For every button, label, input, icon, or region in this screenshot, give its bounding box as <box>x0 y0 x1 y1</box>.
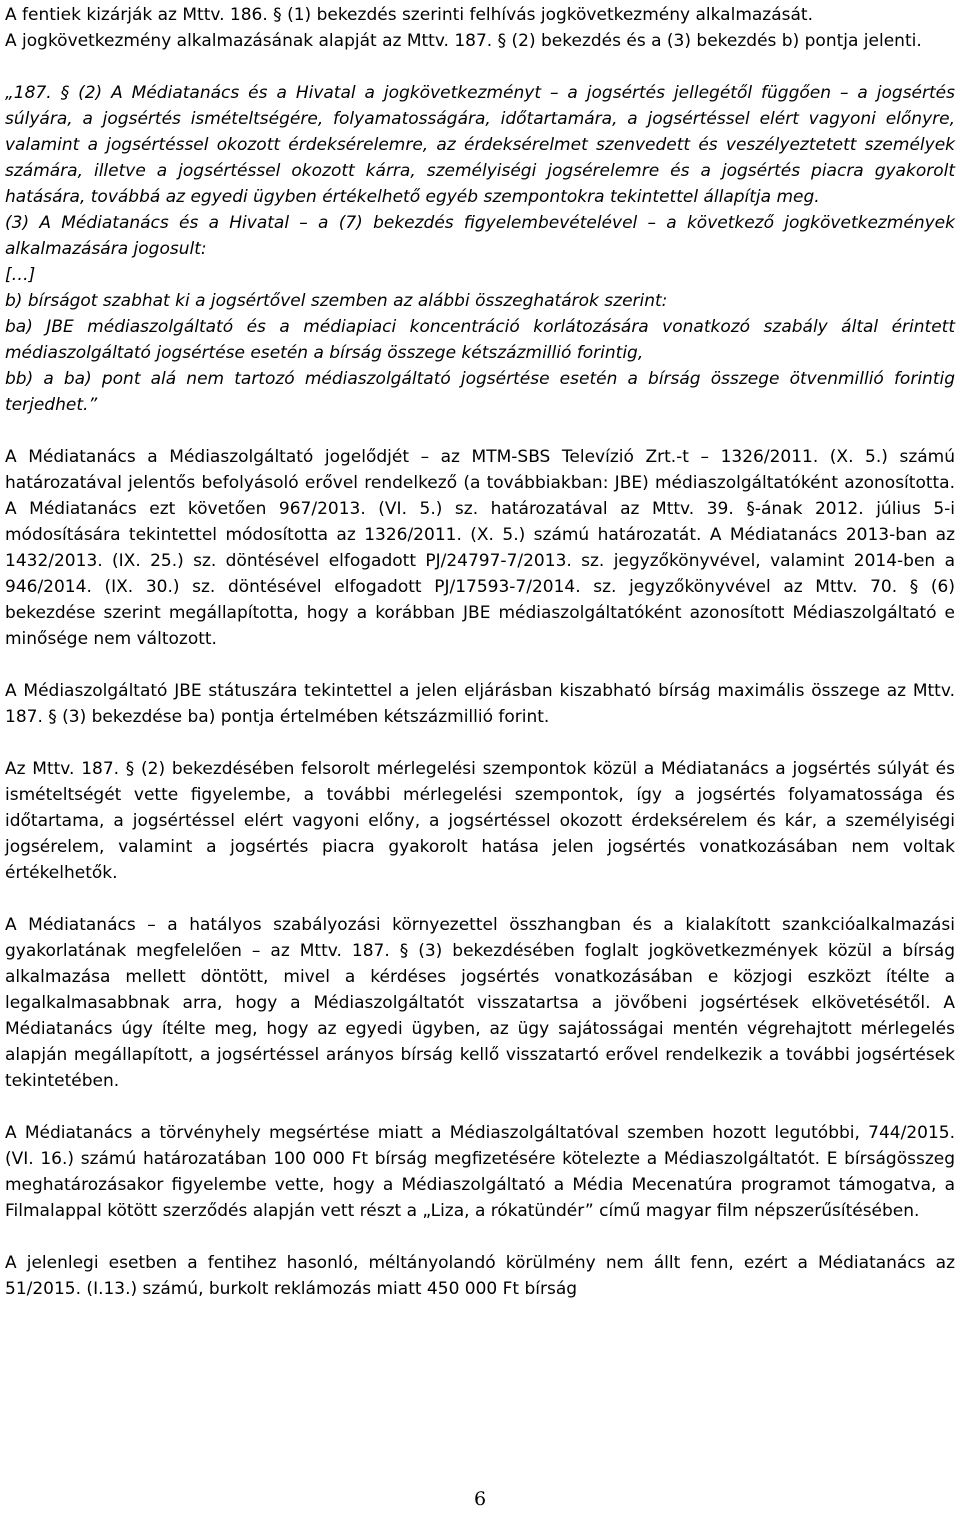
legal-quote <box>5 80 955 418</box>
quote-paragraph-3: (3) A Médiatanács és a Hivatal – a (7) bekezdés figyelembevételével – a következő jogkövetkezmények alkalmazására jogosult: <box>5 213 955 259</box>
quote-point-bb: bb) a ba) pont alá nem tartozó médiaszolgáltató jogsértése esetén a bírság összege ötvenmillió forintig terjedhet.” <box>5 369 955 415</box>
intro-paragraph-1: A fentiek kizárják az Mttv. 186. § (1) bekezdés szerinti felhívás jogkövetkezmény alkalmazását. <box>5 5 813 25</box>
quote-ellipsis: […] <box>5 265 36 285</box>
quote-point-b: b) bírságot szabhat ki a jogsértővel szemben az alábbi összeghatárok szerint: <box>5 291 668 311</box>
body-paragraph-current-case: A jelenlegi esetben a fentihez hasonló, méltányolandó körülmény nem állt fenn, ezért a Médiatanács az 51/2015. (I.13.) számú, burkolt reklámozás miatt 450 000 Ft bírság <box>5 1253 955 1299</box>
body-paragraph-previous-decision: A Médiatanács a törvényhely megsértése miatt a Médiaszolgáltatóval szemben hozott legutóbbi, 744/2015. (VI. 16.) számú határozatában 100 000 Ft bírság megfizetésére kötelezte a Médiaszolgáltatót. E bírságösszeg meghatározásakor figyelembe vette, hogy a Médiaszolgáltató a Média Mecenatúra programot támogatva, a Filmalappal kötött szerződés alapján vett részt a „Liza, a rókatündér” című magyar film népszerűsítésében. <box>5 1123 955 1221</box>
quote-point-ba: ba) JBE médiaszolgáltató és a médiapiaci koncentráció korlátozására vonatkozó szabály által érintett médiaszolgáltató jogsértése esetén a bírság összege kétszázmillió forintig, <box>5 317 955 363</box>
body-paragraph-criteria: Az Mttv. 187. § (2) bekezdésében felsorolt mérlegelési szempontok közül a Médiatanács a jogsértés súlyát és ismételtségét vette figyelembe, a további mérlegelési szempontok, így a jogsértés folyamatossága és időtartama, a jogsértéssel elért vagyoni előny, a jogsértéssel okozott érdeksérelem és kár, a személyiségi jogsérelem, valamint a jogsértés piacra gyakorolt hatása jelen jogsértés vonatkozásában nem voltak értékelhetők. <box>5 759 955 883</box>
quote-paragraph-2: „187. § (2) A Médiatanács és a Hivatal a jogkövetkezményt – a jogsértés jellegétől függően – a jogsértés súlyára, a jogsértés ismételtségére, folyamatosságára, időtartamára, a jogsértéssel elért vagyoni előnyre, valamint a jogsértéssel okozott érdeksérelemre, az érdeksérelmet szenvedett és veszélyeztetett személyek számára, illetve a jogsértéssel okozott kárra, személyiségi jogsérelemre és a jogsértés piacra gyakorolt hatására, továbbá az egyedi ügyben értékelhető egyéb szempontokra tekintettel állapítja meg. <box>5 83 955 207</box>
body-paragraph-jbe: A Médiatanács a Médiaszolgáltató jogelődjét – az MTM-SBS Televízió Zrt.-t – 1326/2011. (X. 5.) számú határozatával jelentős befolyásoló erővel rendelkező (a továbbiakban: JBE) médiaszolgáltatóként azonosította. A Médiatanács ezt követően 967/2013. (VI. 5.) sz. határozatával az Mttv. 39. §-ának 2012. július 5-i módosítására tekintettel módosította az 1326/2011. (X. 5.) számú határozatát. A Médiatanács 2013-ban az 1432/2013. (IX. 25.) sz. döntésével elfogadott PJ/24797-7/2013. sz. jegyzőkönyvével, valamint 2014-ben a 946/2014. (IX. 30.) sz. döntésével elfogadott PJ/17593-7/2014. sz. jegyzőkönyvével az Mttv. 70. § (6) bekezdése szerint megállapította, hogy a korábban JBE médiaszolgáltatóként azonosított Médiaszolgáltató e minősége nem változott. <box>5 447 955 649</box>
intro-paragraph-2: A jogkövetkezmény alkalmazásának alapját az Mttv. 187. § (2) bekezdés és a (3) bekezdés b) pontja jelenti. <box>5 31 922 51</box>
body-paragraph-sanction: A Médiatanács – a hatályos szabályozási környezettel összhangban és a kialakított szankcióalkalmazási gyakorlatának megfelelően – az Mttv. 187. § (3) bekezdésében foglalt jogkövetkezmények közül a bírság alkalmazása mellett döntött, mivel a kérdéses jogsértés vonatkozásában e közjogi eszközt ítélte a legalkalmasabbnak arra, hogy a Médiaszolgáltatót visszatartsa a jövőbeni jogsértések elkövetésétől. A Médiatanács úgy ítélte meg, hogy az egyedi ügyben, az ügy sajátosságai mentén végrehajtott mérlegelés alapján megállapított, a jogsértéssel arányos bírság kellő visszatartó erővel rendelkezik a további jogsértések tekintetében. <box>5 915 955 1091</box>
body-paragraph-max-fine: A Médiaszolgáltató JBE státuszára tekintettel a jelen eljárásban kiszabható bírság maximális összege az Mttv. 187. § (3) bekezdése ba) pontja értelmében kétszázmillió forint. <box>5 681 955 727</box>
page-number: 6 <box>473 1488 487 1510</box>
document-page <box>5 2 955 1302</box>
